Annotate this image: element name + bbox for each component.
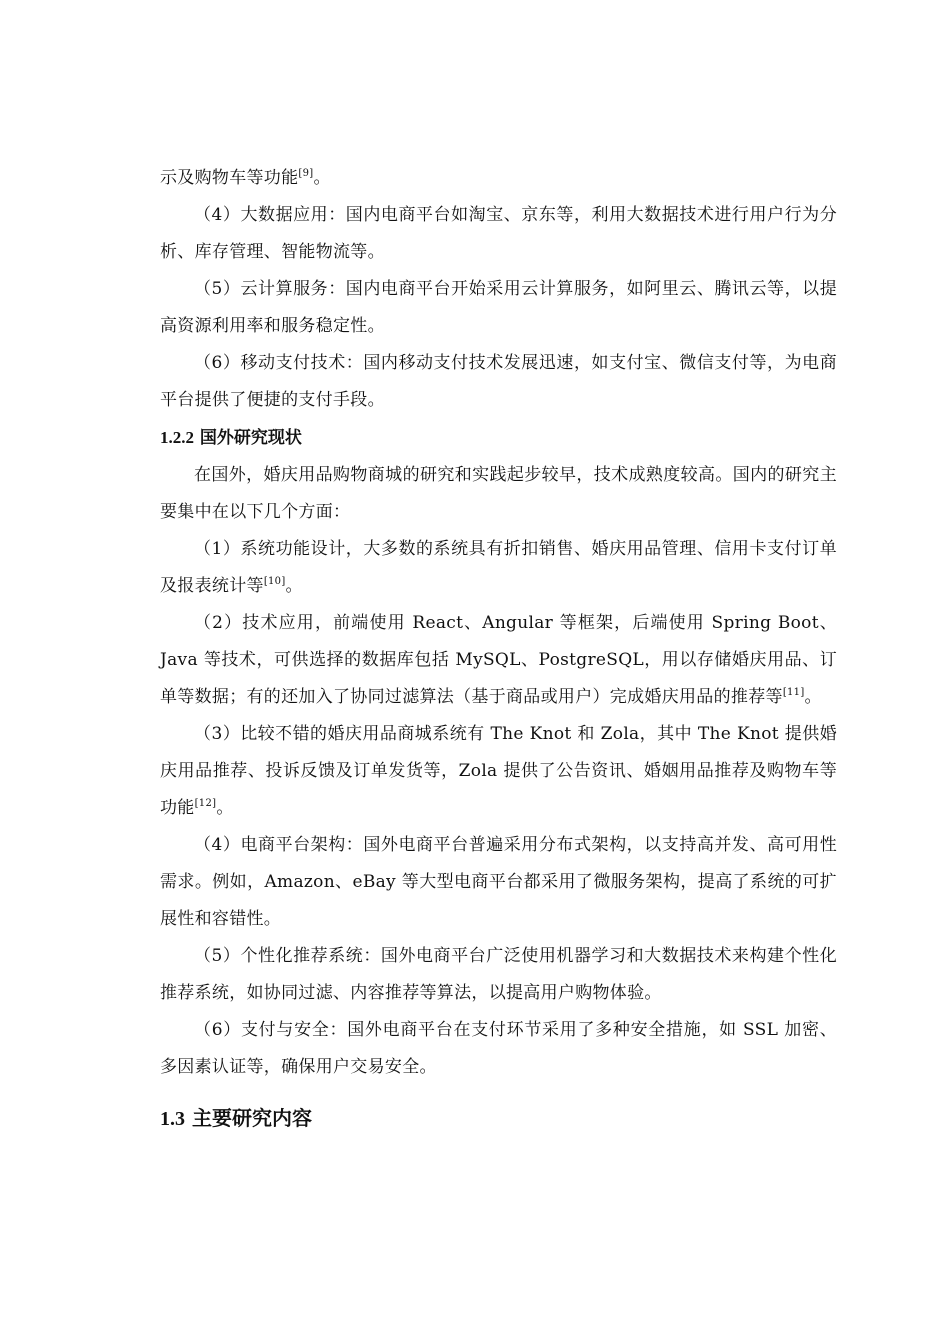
paragraph-continuation: 示及购物车等功能[9]。 <box>160 168 331 188</box>
page-body <box>160 160 837 1139</box>
paragraph-domestic-5: （5）云计算服务：国内电商平台开始采用云计算服务，如阿里云、腾讯云等，以提高资源利用率和服务稳定性。 <box>160 279 837 336</box>
section-heading-1-3: 1.3 主要研究内容 <box>160 1106 312 1130</box>
paragraph-foreign-5: （5）个性化推荐系统：国外电商平台广泛使用机器学习和大数据技术来构建个性化推荐系统，如协同过滤、内容推荐等算法，以提高用户购物体验。 <box>160 946 837 1003</box>
paragraph-domestic-6: （6）移动支付技术：国内移动支付技术发展迅速，如支付宝、微信支付等，为电商平台提供了便捷的支付手段。 <box>160 353 837 410</box>
section-heading-1-2-2: 1.2.2 国外研究现状 <box>160 428 302 448</box>
citation-ref: [11] <box>782 687 805 698</box>
paragraph-foreign-2: （2）技术应用，前端使用 React、Angular 等框架，后端使用 Spring Boot、Java 等技术，可供选择的数据库包括 MySQL、PostgreSQL，用以存储婚庆用品、订单等数据；有的还加入了协同过滤算法（基于商品或用户）完成婚庆用品的推荐等[11]。 <box>160 613 837 707</box>
paragraph-foreign-1: （1）系统功能设计，大多数的系统具有折扣销售、婚庆用品管理、信用卡支付订单及报表统计等[10]。 <box>160 539 837 596</box>
paragraph-foreign-intro: 在国外，婚庆用品购物商城的研究和实践起步较早，技术成熟度较高。国内的研究主要集中在以下几个方面： <box>160 465 837 522</box>
paragraph-foreign-6: （6）支付与安全：国外电商平台在支付环节采用了多种安全措施，如 SSL 加密、多因素认证等，确保用户交易安全。 <box>160 1020 837 1077</box>
paragraph-foreign-4: （4）电商平台架构：国外电商平台普遍采用分布式架构，以支持高并发、高可用性需求。例如，Amazon、eBay 等大型电商平台都采用了微服务架构，提高了系统的可扩展性和容错性。 <box>160 835 837 929</box>
citation-ref: [10] <box>263 576 286 587</box>
citation-ref: [12] <box>194 798 217 809</box>
citation-ref: [9] <box>298 168 314 179</box>
paragraph-domestic-4: （4）大数据应用：国内电商平台如淘宝、京东等，利用大数据技术进行用户行为分析、库存管理、智能物流等。 <box>160 205 837 262</box>
paragraph-foreign-3: （3）比较不错的婚庆用品商城系统有 The Knot 和 Zola，其中 The Knot 提供婚庆用品推荐、投诉反馈及订单发货等，Zola 提供了公告资讯、婚姻用品推荐及购物车等功能[12]。 <box>160 724 837 818</box>
